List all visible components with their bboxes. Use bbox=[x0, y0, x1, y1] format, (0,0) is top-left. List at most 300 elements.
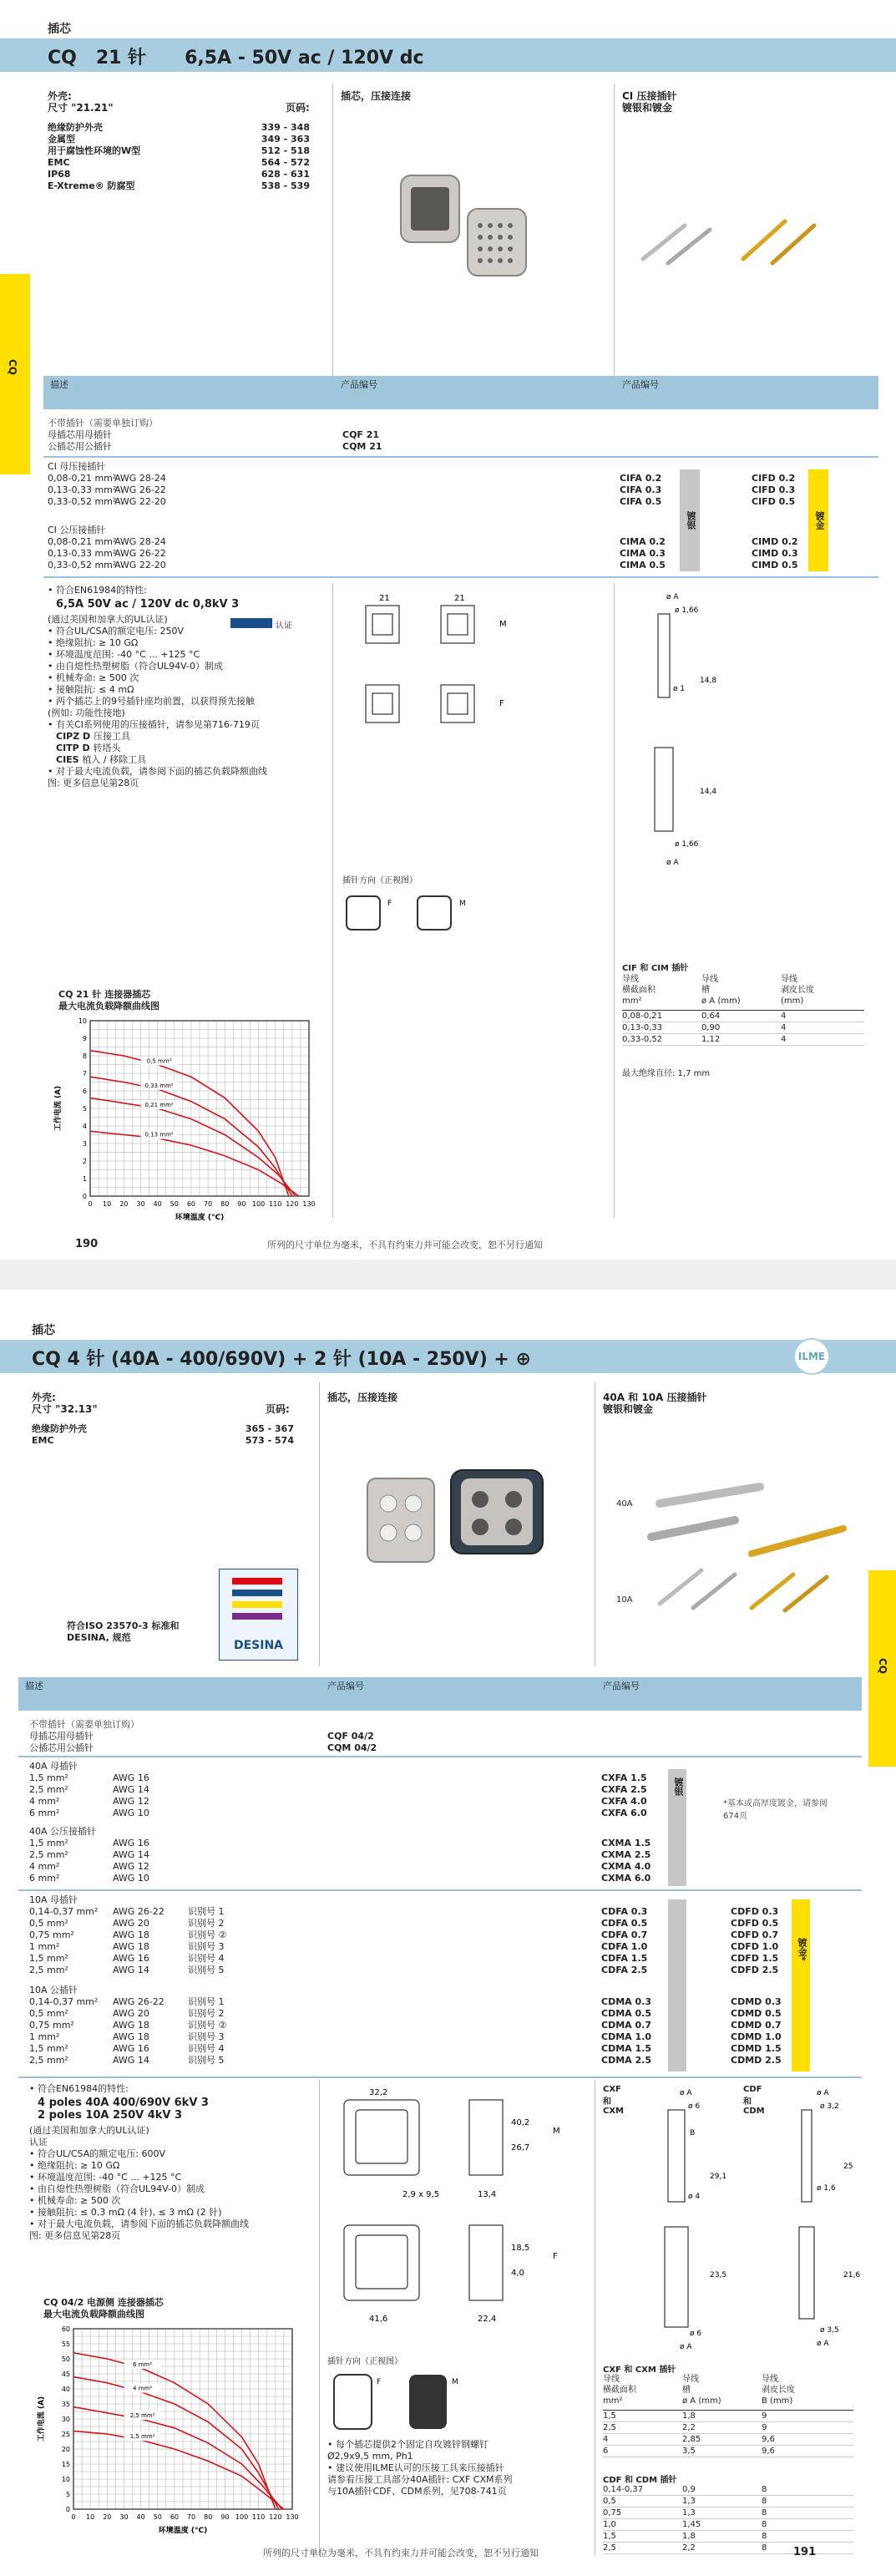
table-row bbox=[29, 1941, 831, 1953]
cell-area: 0,5 mm² bbox=[29, 2008, 68, 2019]
cdf-label: CDF 和 CDM bbox=[743, 2085, 765, 2116]
spec-line: (例如: 功能性接地) bbox=[48, 707, 125, 718]
pin-f: F bbox=[377, 2378, 382, 2386]
ci-male-title: CI 公压接插针 bbox=[48, 525, 106, 535]
f10-rows bbox=[29, 1906, 831, 1976]
series-label: 0,21 mm² bbox=[144, 1102, 174, 1108]
wire-cell: 2,5 bbox=[603, 2423, 616, 2432]
tool-desc: 植入 / 移除工具 bbox=[82, 754, 147, 765]
col2-title: 插芯，压接连接 bbox=[341, 90, 412, 102]
ref-name: 金属型 bbox=[48, 134, 75, 145]
cell-id: 识别号 1 bbox=[188, 1906, 225, 1917]
cell-awg: AWG 26-22 bbox=[113, 1996, 165, 2007]
ref-page: 339 - 348 bbox=[261, 122, 310, 133]
outer-label: 外壳: bbox=[48, 90, 72, 102]
ref-page: 628 - 631 bbox=[261, 169, 310, 180]
pin-dim: ø A bbox=[680, 2343, 692, 2351]
pin-dim: 14,8 bbox=[700, 677, 717, 685]
wire-cell: 0,13-0,33 bbox=[622, 1023, 663, 1032]
cell-silver: CDMA 1.5 bbox=[601, 2043, 651, 2054]
wire-cell: 8 bbox=[762, 2508, 767, 2518]
y-tick-label: 25 bbox=[61, 2431, 70, 2438]
cell-area: 0,75 mm² bbox=[29, 1929, 74, 1940]
cell-silver: CIFA 0.3 bbox=[620, 484, 662, 495]
male-insert-code: CQM 04/2 bbox=[327, 1742, 377, 1753]
spec-line: (通过美国和加拿大的UL认证) bbox=[48, 614, 168, 625]
ref-page: 564 - 572 bbox=[261, 157, 310, 168]
page-title: CQ 4 针 (40A - 400/690V) + 2 针 (10A - 250V) + ⊕ bbox=[32, 1349, 531, 1370]
spec-line: (通过美国和加拿大的UL认证) bbox=[29, 2125, 149, 2136]
silver-label: 镀银 bbox=[686, 511, 696, 530]
cell-gold: CIMD 0.5 bbox=[752, 560, 798, 570]
cell-awg: AWG 10 bbox=[113, 1808, 149, 1818]
tool-line bbox=[56, 731, 332, 743]
cell-awg: AWG 16 bbox=[113, 1838, 149, 1848]
cell-code: CXFA 6.0 bbox=[601, 1808, 647, 1818]
cell-area: 0,5 mm² bbox=[29, 1918, 68, 1929]
gold-label: 镀金 bbox=[814, 511, 825, 530]
insert-photo bbox=[351, 1453, 559, 1587]
chart2 bbox=[33, 2320, 301, 2543]
male-insert: 公插芯用公插针 bbox=[48, 441, 112, 452]
cell-area: 0,08-0,21 mm² bbox=[48, 473, 117, 484]
x-tick-label: 10 bbox=[86, 2513, 95, 2521]
x-tick-label: 70 bbox=[186, 2513, 196, 2521]
wire-cell: 4 bbox=[781, 1023, 787, 1032]
x-tick-label: 70 bbox=[203, 1200, 213, 1208]
size-label: 尺寸 "32.13" bbox=[32, 1403, 98, 1415]
wire-head-cell bbox=[622, 974, 656, 1007]
wire-cell: 0,14-0,37 bbox=[603, 2485, 644, 2494]
wire-cell: 1,5 bbox=[603, 2532, 616, 2541]
col3-title: CI 压接插针 bbox=[622, 90, 677, 102]
cell-area: 2,5 mm² bbox=[29, 1784, 68, 1795]
dim: 2,9 x 9,5 bbox=[402, 2190, 440, 2199]
spec-line: 请参看压接工具部分40A插针: CXF CXM系列 bbox=[327, 2474, 513, 2485]
cell-silver: CDMA 0.5 bbox=[601, 2008, 651, 2019]
spec-intro: • 符合EN61984的特性: bbox=[29, 2083, 129, 2094]
table-row bbox=[48, 560, 849, 571]
dim: 40,2 bbox=[511, 2118, 530, 2127]
wire-head bbox=[603, 2374, 853, 2411]
cell-awg: AWG 14 bbox=[113, 1965, 149, 1975]
y-tick-label: 0 bbox=[82, 1193, 87, 1200]
dim: 22,4 bbox=[478, 2315, 497, 2324]
cell-gold: CDMD 0.5 bbox=[731, 2008, 782, 2019]
wire-cell: 4 bbox=[781, 1035, 787, 1044]
cell-awg: AWG 16 bbox=[113, 1953, 149, 1964]
cell-id: 识别号 4 bbox=[188, 1953, 225, 1964]
wire-head bbox=[622, 974, 864, 1011]
spec-line: • 由自熄性热塑树脂（符合UL94V-0）制成 bbox=[48, 661, 224, 672]
cell-area: 0,13-0,33 mm² bbox=[48, 548, 117, 559]
wire-cell: 1,5 bbox=[603, 2411, 616, 2421]
x-tick-label: 100 bbox=[251, 1200, 266, 1208]
spec-line: • 环境温度范围: -40 °C ... +125 °C bbox=[48, 649, 200, 660]
ci-male-rows bbox=[48, 536, 849, 571]
silver-bar-10 bbox=[668, 1899, 686, 2071]
table-row bbox=[48, 473, 849, 484]
wire-row bbox=[603, 2446, 853, 2457]
cell-area: 0,13-0,33 mm² bbox=[48, 484, 117, 495]
cell-silver: CDFA 1.5 bbox=[601, 1953, 648, 1964]
cell-id: 识别号 3 bbox=[188, 2031, 225, 2042]
cell-awg: AWG 20 bbox=[113, 2008, 149, 2019]
wire-head-line: 槽 bbox=[701, 986, 710, 995]
dim: 18,5 bbox=[511, 2244, 530, 2253]
table-header bbox=[43, 376, 878, 409]
cell-silver: CIFA 0.2 bbox=[620, 473, 662, 484]
dim-21-a: 21 bbox=[379, 594, 390, 603]
table-row bbox=[29, 2043, 831, 2055]
wire-cell: 9,6 bbox=[762, 2447, 775, 2456]
spec-line: 认证 bbox=[29, 2137, 48, 2148]
cert-text: 认证 bbox=[276, 621, 292, 631]
series-label: 4 mm² bbox=[133, 2385, 153, 2392]
cell-area: 0,08-0,21 mm² bbox=[48, 536, 117, 547]
cell-awg: AWG 26-22 bbox=[114, 548, 166, 559]
pin-dim: 29,1 bbox=[710, 2173, 727, 2181]
x-tick-label: 100 bbox=[235, 2513, 249, 2521]
wire-row bbox=[603, 2496, 853, 2508]
cell-area: 2,5 mm² bbox=[29, 1965, 68, 1975]
wire-head-line: ø A (mm) bbox=[682, 2396, 721, 2406]
x-tick-label: 90 bbox=[237, 1200, 246, 1208]
gold-bar-10 bbox=[792, 1899, 810, 2071]
wire-head-cell bbox=[701, 974, 741, 1007]
x-tick-label: 40 bbox=[153, 1200, 162, 1208]
y-tick-label: 3 bbox=[82, 1140, 87, 1148]
wire-cell: 8 bbox=[762, 2532, 767, 2541]
insert-photo bbox=[384, 159, 534, 292]
cell-silver: CIFA 0.5 bbox=[620, 496, 662, 507]
side-tab-label: CQ bbox=[877, 1658, 888, 1675]
ref-page: 538 - 539 bbox=[261, 180, 310, 191]
cell-awg: AWG 12 bbox=[113, 1861, 149, 1872]
no-pins: 不带插针（需要单独订购） bbox=[48, 418, 158, 428]
footer: 所列的尺寸单位为毫米，不具有约束力并可能会改变，恕不另行通知 bbox=[263, 2548, 539, 2558]
ref-row bbox=[32, 1435, 299, 1447]
ref-name: EMC bbox=[48, 157, 70, 168]
cell-id: 识别号 5 bbox=[188, 2055, 225, 2066]
wire-cell: 2,2 bbox=[682, 2543, 696, 2553]
tool-code: CIES bbox=[56, 754, 83, 765]
cell-area: 1,5 mm² bbox=[29, 1838, 68, 1848]
desina-text: DESINA bbox=[233, 1639, 284, 1652]
wire-cell: 2,2 bbox=[682, 2423, 696, 2432]
x-tick-label: 80 bbox=[204, 2513, 213, 2521]
dim-drawings bbox=[327, 2083, 578, 2334]
cell-id: 识别号 3 bbox=[188, 1941, 225, 1952]
wire-cell: 9,6 bbox=[762, 2435, 775, 2444]
series-label: 0,13 mm² bbox=[144, 1131, 174, 1138]
silver-label: 镀银 bbox=[673, 1777, 684, 1796]
dim-m: M bbox=[553, 2127, 560, 2136]
x-tick-label: 110 bbox=[252, 2513, 266, 2521]
desina-logo bbox=[219, 1569, 298, 1661]
table-row bbox=[29, 2055, 831, 2066]
x-tick-label: 20 bbox=[103, 2513, 112, 2521]
wire-head-line: 导线 bbox=[622, 975, 639, 984]
y-tick-label: 6 bbox=[82, 1088, 87, 1095]
spec-line: • 有关CI系列使用的压接插针，请参见第716-719页 bbox=[48, 719, 260, 730]
pin-view-drawing bbox=[342, 892, 509, 934]
wire-cell: 3,5 bbox=[682, 2447, 696, 2456]
male-insert: 公插芯用公插针 bbox=[29, 1742, 94, 1753]
pin-dim: ø A bbox=[817, 2089, 829, 2097]
wire-row bbox=[603, 2434, 853, 2446]
pin-dim: ø 6 bbox=[690, 2330, 702, 2338]
cell-silver: CIMA 0.5 bbox=[620, 560, 666, 570]
tool-line bbox=[56, 754, 332, 766]
series-label: 0,33 mm² bbox=[144, 1082, 174, 1089]
no-pins: 不带插针（需要单独订购） bbox=[29, 1719, 139, 1730]
female-insert: 母插芯用母插针 bbox=[48, 429, 112, 440]
spec-main1: 4 poles 40A 400/690V 6kV 3 bbox=[38, 2097, 209, 2109]
spec-intro: • 符合EN61984的特性: bbox=[48, 585, 147, 596]
outer-label: 外壳: bbox=[32, 1392, 56, 1403]
wire-cell: 8 bbox=[762, 2497, 767, 2506]
cell-area: 4 mm² bbox=[29, 1796, 60, 1807]
wire-head-cell bbox=[603, 2374, 636, 2406]
spec-line: 与10A插针CDF、CDM系列，见708-741页 bbox=[327, 2486, 507, 2497]
wire-cell: 1,8 bbox=[682, 2411, 696, 2421]
wire-cell: 1,8 bbox=[682, 2532, 696, 2541]
th-desc: 描述 bbox=[25, 1681, 43, 1691]
cell-id: 识别号 ② bbox=[188, 2020, 227, 2031]
table-row bbox=[29, 1906, 831, 1918]
footer: 所列的尺寸单位为毫米，不具有约束力并可能会改变，恕不另行通知 bbox=[267, 1240, 543, 1250]
cell-awg: AWG 16 bbox=[113, 1772, 149, 1783]
cell-awg: AWG 28-24 bbox=[114, 473, 166, 484]
side-tab-label: CQ bbox=[7, 359, 18, 376]
pins-photo bbox=[635, 200, 843, 276]
size-label: 尺寸 "21.21" bbox=[48, 102, 114, 114]
x-tick-label: 30 bbox=[136, 1200, 145, 1208]
cell-id: 识别号 2 bbox=[188, 2008, 225, 2019]
page-number: 190 bbox=[75, 1238, 99, 1250]
series-label: 0,5 mm² bbox=[146, 1057, 172, 1065]
pin-view-drawing bbox=[330, 2371, 497, 2437]
spec-main2: 2 poles 10A 250V 4kV 3 bbox=[38, 2109, 183, 2122]
ref-name: E-Xtreme® 防腐型 bbox=[48, 180, 135, 191]
spec-line: • 每个插芯提供2个固定自攻镀锌钢螺钉 bbox=[327, 2439, 488, 2450]
wire-cell: 0,5 bbox=[603, 2497, 616, 2506]
cell-silver: CDMA 1.0 bbox=[601, 2031, 651, 2042]
pin-view: 插针方向（正视图） bbox=[327, 2357, 402, 2366]
tool-desc: 压接工具 bbox=[94, 731, 130, 742]
wire-head-line: ø A (mm) bbox=[701, 996, 741, 1006]
pin-dim: ø A bbox=[817, 2340, 829, 2348]
cell-area: 0,14-0,37 mm² bbox=[29, 1906, 99, 1917]
dim-f: F bbox=[499, 699, 504, 708]
cell-gold: CDMD 2.5 bbox=[731, 2055, 782, 2066]
wire-cell: 8 bbox=[762, 2520, 767, 2529]
wire-cell: 8 bbox=[762, 2485, 767, 2494]
y-tick-label: 5 bbox=[65, 2491, 70, 2498]
pin-10a-label: 10A bbox=[616, 1595, 633, 1605]
series-label: 6 mm² bbox=[133, 2360, 153, 2368]
y-tick-label: 2 bbox=[82, 1158, 87, 1165]
wire-head-line: 导线 bbox=[603, 2375, 620, 2384]
spec-block bbox=[29, 2083, 321, 2242]
x-tick-label: 40 bbox=[136, 2513, 145, 2521]
pins-photo bbox=[635, 1470, 860, 1620]
chart1-sub: 最大电流负载降额曲线图 bbox=[58, 1001, 159, 1012]
ref-row bbox=[48, 180, 315, 192]
wire-cell: 1,3 bbox=[682, 2497, 696, 2506]
wire-cell: 1,45 bbox=[682, 2520, 701, 2529]
cell-awg: AWG 18 bbox=[113, 1929, 149, 1940]
wire-cell: 8 bbox=[762, 2543, 767, 2553]
ref-row bbox=[48, 145, 315, 157]
wire-cell: 0,33-0,52 bbox=[622, 1035, 663, 1044]
pin-m: M bbox=[452, 2378, 458, 2386]
table-row bbox=[29, 1929, 831, 1941]
cell-area: 1 mm² bbox=[29, 1941, 60, 1952]
series-line bbox=[73, 2377, 279, 2509]
pin-dim: 25 bbox=[843, 2163, 853, 2171]
wire-head-line: 横截面积 bbox=[622, 986, 656, 995]
tool-desc: 转塔头 bbox=[93, 743, 121, 753]
dim-m: M bbox=[499, 620, 507, 629]
series-label: 2,5 mm² bbox=[129, 2412, 155, 2419]
y-tick-label: 40 bbox=[61, 2386, 70, 2393]
dim: 13,4 bbox=[478, 2190, 497, 2199]
pin-dim: ø A bbox=[680, 2089, 692, 2097]
m40-title: 40A 公压接插针 bbox=[29, 1826, 97, 1837]
spec-line: • 建议使用ILME认可的压接工具来压接插针 bbox=[327, 2462, 504, 2473]
pin-40a-label: 40A bbox=[616, 1499, 633, 1509]
cell-awg: AWG 20 bbox=[113, 1918, 149, 1929]
cd-table bbox=[603, 2484, 853, 2554]
spec-line: • 绝缘阻抗: ≥ 10 GΩ bbox=[48, 637, 139, 648]
cell-awg: AWG 26-22 bbox=[113, 1906, 165, 1917]
th-part1: 产品编号 bbox=[341, 379, 377, 390]
notes bbox=[327, 2439, 595, 2497]
wire-head-line: 导线 bbox=[682, 2375, 699, 2384]
pin-dims bbox=[635, 2085, 877, 2352]
y-tick-label: 50 bbox=[61, 2355, 70, 2363]
cell-silver: CDFA 1.0 bbox=[601, 1941, 648, 1952]
cell-area: 4 mm² bbox=[29, 1861, 60, 1872]
tool-code: CITP D bbox=[56, 743, 94, 753]
cell-silver: CDFA 0.3 bbox=[601, 1906, 648, 1917]
cell-gold: CIFD 0.2 bbox=[752, 473, 796, 484]
col3-sub: 镀银和镀金 bbox=[603, 1403, 654, 1415]
x-tick-label: 120 bbox=[269, 2513, 282, 2521]
wire-cell: 2,85 bbox=[682, 2435, 701, 2444]
ref-list bbox=[32, 1423, 299, 1447]
x-tick-label: 130 bbox=[302, 1200, 316, 1208]
y-tick-label: 8 bbox=[82, 1052, 87, 1060]
cell-id: 识别号 5 bbox=[188, 1965, 225, 1975]
x-tick-label: 0 bbox=[71, 2513, 76, 2521]
f40-title: 40A 母插针 bbox=[29, 1761, 78, 1772]
dim: 32,2 bbox=[369, 2088, 388, 2097]
chart1-title: CQ 21 针 连接器插芯 bbox=[58, 989, 151, 1000]
ref-name: 用于腐蚀性环境的W型 bbox=[48, 145, 141, 156]
wire-head-line: 剥皮长度 bbox=[762, 2386, 795, 2395]
spec-line: 图: 更多信息见第28页 bbox=[29, 2230, 121, 2241]
y-tick-label: 60 bbox=[61, 2325, 70, 2333]
cell-silver: CDMA 0.3 bbox=[601, 1996, 651, 2007]
y-axis-label: 工作电流 (A) bbox=[38, 2396, 46, 2442]
cell-code: CXFA 4.0 bbox=[601, 1796, 647, 1807]
pin-dim: 21,6 bbox=[843, 2271, 861, 2279]
pin-f: F bbox=[387, 900, 392, 908]
pin-dim: ø 3,2 bbox=[820, 2102, 839, 2111]
wire-row bbox=[603, 2531, 853, 2543]
cell-code: CXMA 6.0 bbox=[601, 1873, 651, 1884]
wire-row bbox=[622, 1022, 864, 1034]
wire-head-line: mm² bbox=[622, 996, 642, 1006]
table-row bbox=[29, 2031, 831, 2043]
spec-line: • 接触阻抗: ≤ 0,3 mΩ (4 针), ≤ 3 mΩ (2 针) bbox=[29, 2207, 222, 2218]
table-row bbox=[29, 2020, 831, 2031]
pin-dim: ø 6 bbox=[688, 2102, 701, 2111]
pin-dim: 14,4 bbox=[700, 788, 717, 796]
section-label: 插芯 bbox=[32, 1324, 55, 1337]
wire-head-line: 剥皮长度 bbox=[781, 986, 814, 995]
cell-silver: CDFA 0.7 bbox=[601, 1929, 648, 1940]
wire-head-line: 导线 bbox=[701, 975, 718, 984]
cell-id: 识别号 1 bbox=[188, 1996, 225, 2007]
female-insert-code: CQF 04/2 bbox=[327, 1731, 374, 1742]
wire-row bbox=[603, 2508, 853, 2519]
pin-dims bbox=[625, 589, 725, 873]
cell-gold: CDFD 0.5 bbox=[731, 1918, 779, 1929]
y-tick-label: 9 bbox=[82, 1035, 87, 1042]
cell-id: 识别号 ② bbox=[188, 1929, 227, 1940]
cell-gold: CDFD 2.5 bbox=[731, 1965, 779, 1975]
wire-row bbox=[603, 2411, 853, 2422]
ref-page: 349 - 363 bbox=[261, 134, 310, 145]
female-insert: 母插芯用母插针 bbox=[29, 1731, 94, 1742]
cell-code: CXMA 4.0 bbox=[601, 1861, 651, 1872]
th-part2: 产品编号 bbox=[622, 379, 659, 390]
th-part1: 产品编号 bbox=[327, 1681, 364, 1691]
table-row bbox=[29, 1996, 831, 2008]
pin-dim: ø A bbox=[666, 859, 679, 867]
x-axis-label: 环境温度 (°C) bbox=[158, 2527, 208, 2535]
chart2-title: CQ 04/2 电源侧 连接器插芯 bbox=[43, 2297, 164, 2308]
wire-cell: 4 bbox=[781, 1012, 787, 1021]
wire-table bbox=[622, 974, 864, 1046]
series-line bbox=[73, 2407, 282, 2509]
series-line bbox=[90, 1098, 296, 1196]
ref-name: EMC bbox=[32, 1435, 54, 1446]
spec-main: 6,5A 50V ac / 120V dc 0,8kV 3 bbox=[56, 598, 240, 611]
y-tick-label: 0 bbox=[65, 2506, 70, 2513]
col3-title: 40A 和 10A 压接插针 bbox=[603, 1392, 707, 1403]
cell-gold: CIMD 0.3 bbox=[752, 548, 798, 559]
wire-head-line: mm² bbox=[603, 2396, 623, 2406]
wire-cell: 1,3 bbox=[682, 2508, 696, 2518]
cell-awg: AWG 18 bbox=[113, 2031, 149, 2042]
male-insert-code: CQM 21 bbox=[342, 441, 382, 452]
cell-code: CXMA 2.5 bbox=[601, 1849, 651, 1860]
cell-gold: CDMD 0.7 bbox=[731, 2020, 782, 2031]
table-row bbox=[48, 496, 849, 508]
wire-cell: 2,5 bbox=[603, 2543, 616, 2553]
ilme-logo: ILME bbox=[793, 1338, 830, 1375]
ref-name: 绝缘防护外壳 bbox=[32, 1423, 87, 1434]
section-label: 插芯 bbox=[48, 23, 71, 36]
page-label: 页码: bbox=[286, 102, 310, 114]
spec-line: • 环境温度范围: -40 °C ... +125 °C bbox=[29, 2172, 182, 2183]
cx-table bbox=[603, 2374, 853, 2457]
